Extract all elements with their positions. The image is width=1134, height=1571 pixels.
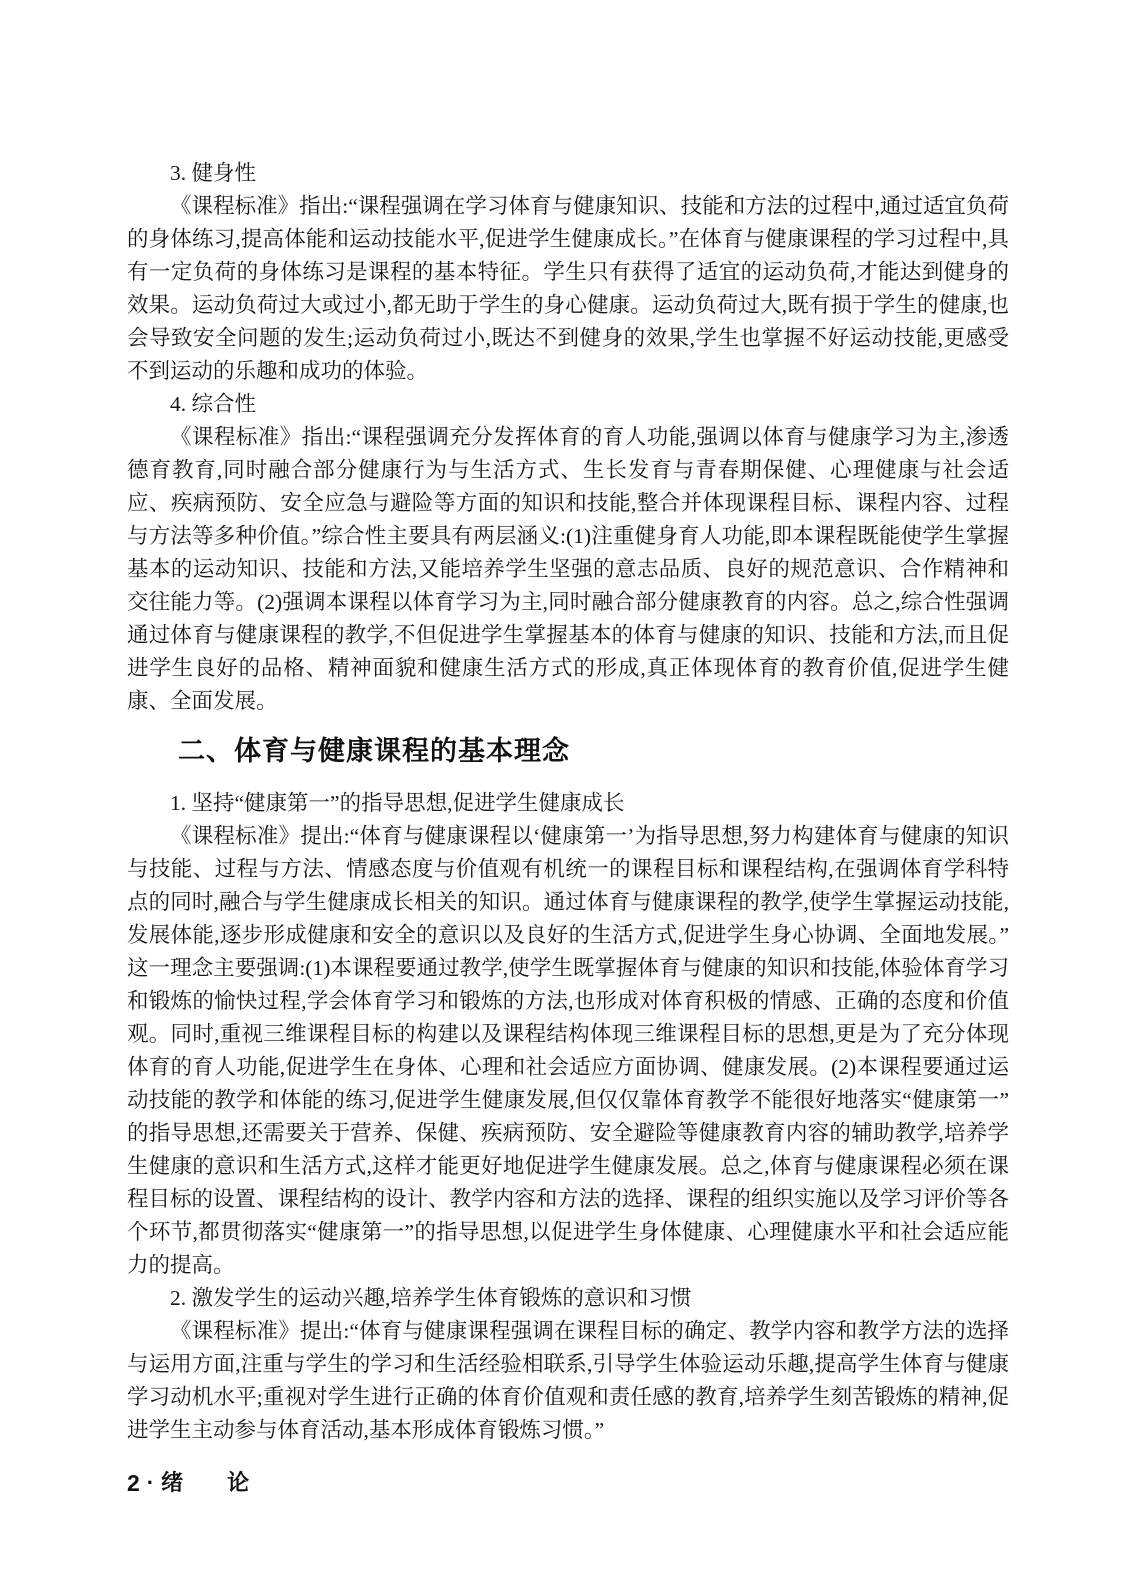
heading-idea-2-sports-interest: 2. 激发学生的运动兴趣,培养学生体育锻炼的意识和习惯 <box>170 1286 692 1310</box>
section-heading-basic-concepts: 二、体育与健康课程的基本理念 <box>178 736 570 766</box>
heading-item-4-comprehensiveness: 4. 综合性 <box>170 392 257 416</box>
footer-chapter-title: 绪 论 <box>161 1470 250 1495</box>
paragraph-idea-1-health-first: 《课程标准》提出:“体育与健康课程以‘健康第一’为指导思想,努力构建体育与健康的知识与技能、过程与方法、情感态度与价值观有机统一的课程目标和课程结构,在强调体育学科特点的同时,融合与学生健康成长相关的知识。通过体育与健康课程的教学,使学生掌握运动技能,发展体能,逐步形成健康和安全的意识以及良好的生活方式,促进学生身心协调、全面地发展。”这一理念主要强调:(1)本课程要通过教学,使学生既掌握体育与健康的知识和技能,体验体育学习和锻炼的愉快过程,学会体育学习和锻炼的方法,也形成对体育积极的情感、正确的态度和价值观。同时,重视三维课程目标的构建以及课程结构体现三维课程目标的思想,更是为了充分体现体育的育人功能,促进学生在身体、心理和社会适应方面协调、健康发展。(2)本课程要通过运动技能的教学和体能的练习,促进学生健康发展,但仅仅靠体育教学不能很好地落实“健康第一”的指导思想,还需要关于营养、保健、疾病预防、安全避险等健康教育内容的辅助教学,培养学生健康的意识和生活方式,这样才能更好地促进学生健康发展。总之,体育与健康课程必须在课程目标的设置、课程结构的设计、教学内容和方法的选择、课程的组织实施以及学习评价等各个环节,都贯彻落实“健康第一”的指导思想,以促进学生身体健康、心理健康水平和社会适应能力的提高。 <box>127 824 1010 1277</box>
page-number: 2 <box>127 1470 140 1496</box>
heading-item-3-fitness: 3. 健身性 <box>170 161 257 185</box>
footer-separator-dot: · <box>146 1470 155 1495</box>
heading-idea-1-health-first: 1. 坚持“健康第一”的指导思想,促进学生健康成长 <box>170 791 625 815</box>
paragraph-item-3-fitness: 《课程标准》指出:“课程强调在学习体育与健康知识、技能和方法的过程中,通过适宜负荷的身体练习,提高体能和运动技能水平,促进学生健康成长。”在体育与健康课程的学习过程中,具有一定负荷的身体练习是课程的基本特征。学生只有获得了适宜的运动负荷,才能达到健身的效果。运动负荷过大或过小,都无助于学生的身心健康。运动负荷过大,既有损于学生的健康,也会导致安全问题的发生;运动负荷过小,既达不到健身的效果,学生也掌握不好运动技能,更感受不到运动的乐趣和成功的体验。 <box>127 194 1009 383</box>
page-content <box>127 157 1009 1447</box>
page-footer <box>127 1468 249 1498</box>
paragraph-item-4-comprehensiveness: 《课程标准》指出:“课程强调充分发挥体育的育人功能,强调以体育与健康学习为主,渗透德育教育,同时融合部分健康行为与生活方式、生长发育与青春期保健、心理健康与社会适应、疾病预防、安全应急与避险等方面的知识和技能,整合并体现课程目标、课程内容、过程与方法等多种价值。”综合性主要具有两层涵义:(1)注重健身育人功能,即本课程既能使学生掌握基本的运动知识、技能和方法,又能培养学生坚强的意志品质、良好的规范意识、合作精神和交往能力等。(2)强调本课程以体育学习为主,同时融合部分健康教育的内容。总之,综合性强调通过体育与健康课程的教学,不但促进学生掌握基本的体育与健康的知识、技能和方法,而且促进学生良好的品格、精神面貌和健康生活方式的形成,真正体现体育的教育价值,促进学生健康、全面发展。 <box>127 425 1009 713</box>
paragraph-idea-2-sports-interest: 《课程标准》提出:“体育与健康课程强调在课程目标的确定、教学内容和教学方法的选择与运用方面,注重与学生的学习和生活经验相联系,引导学生体验运动乐趣,提高学生体育与健康学习动机水平;重视对学生进行正确的体育价值观和责任感的教育,培养学生刻苦锻炼的精神,促进学生主动参与体育活动,基本形成体育锻炼习惯。” <box>127 1319 1009 1442</box>
